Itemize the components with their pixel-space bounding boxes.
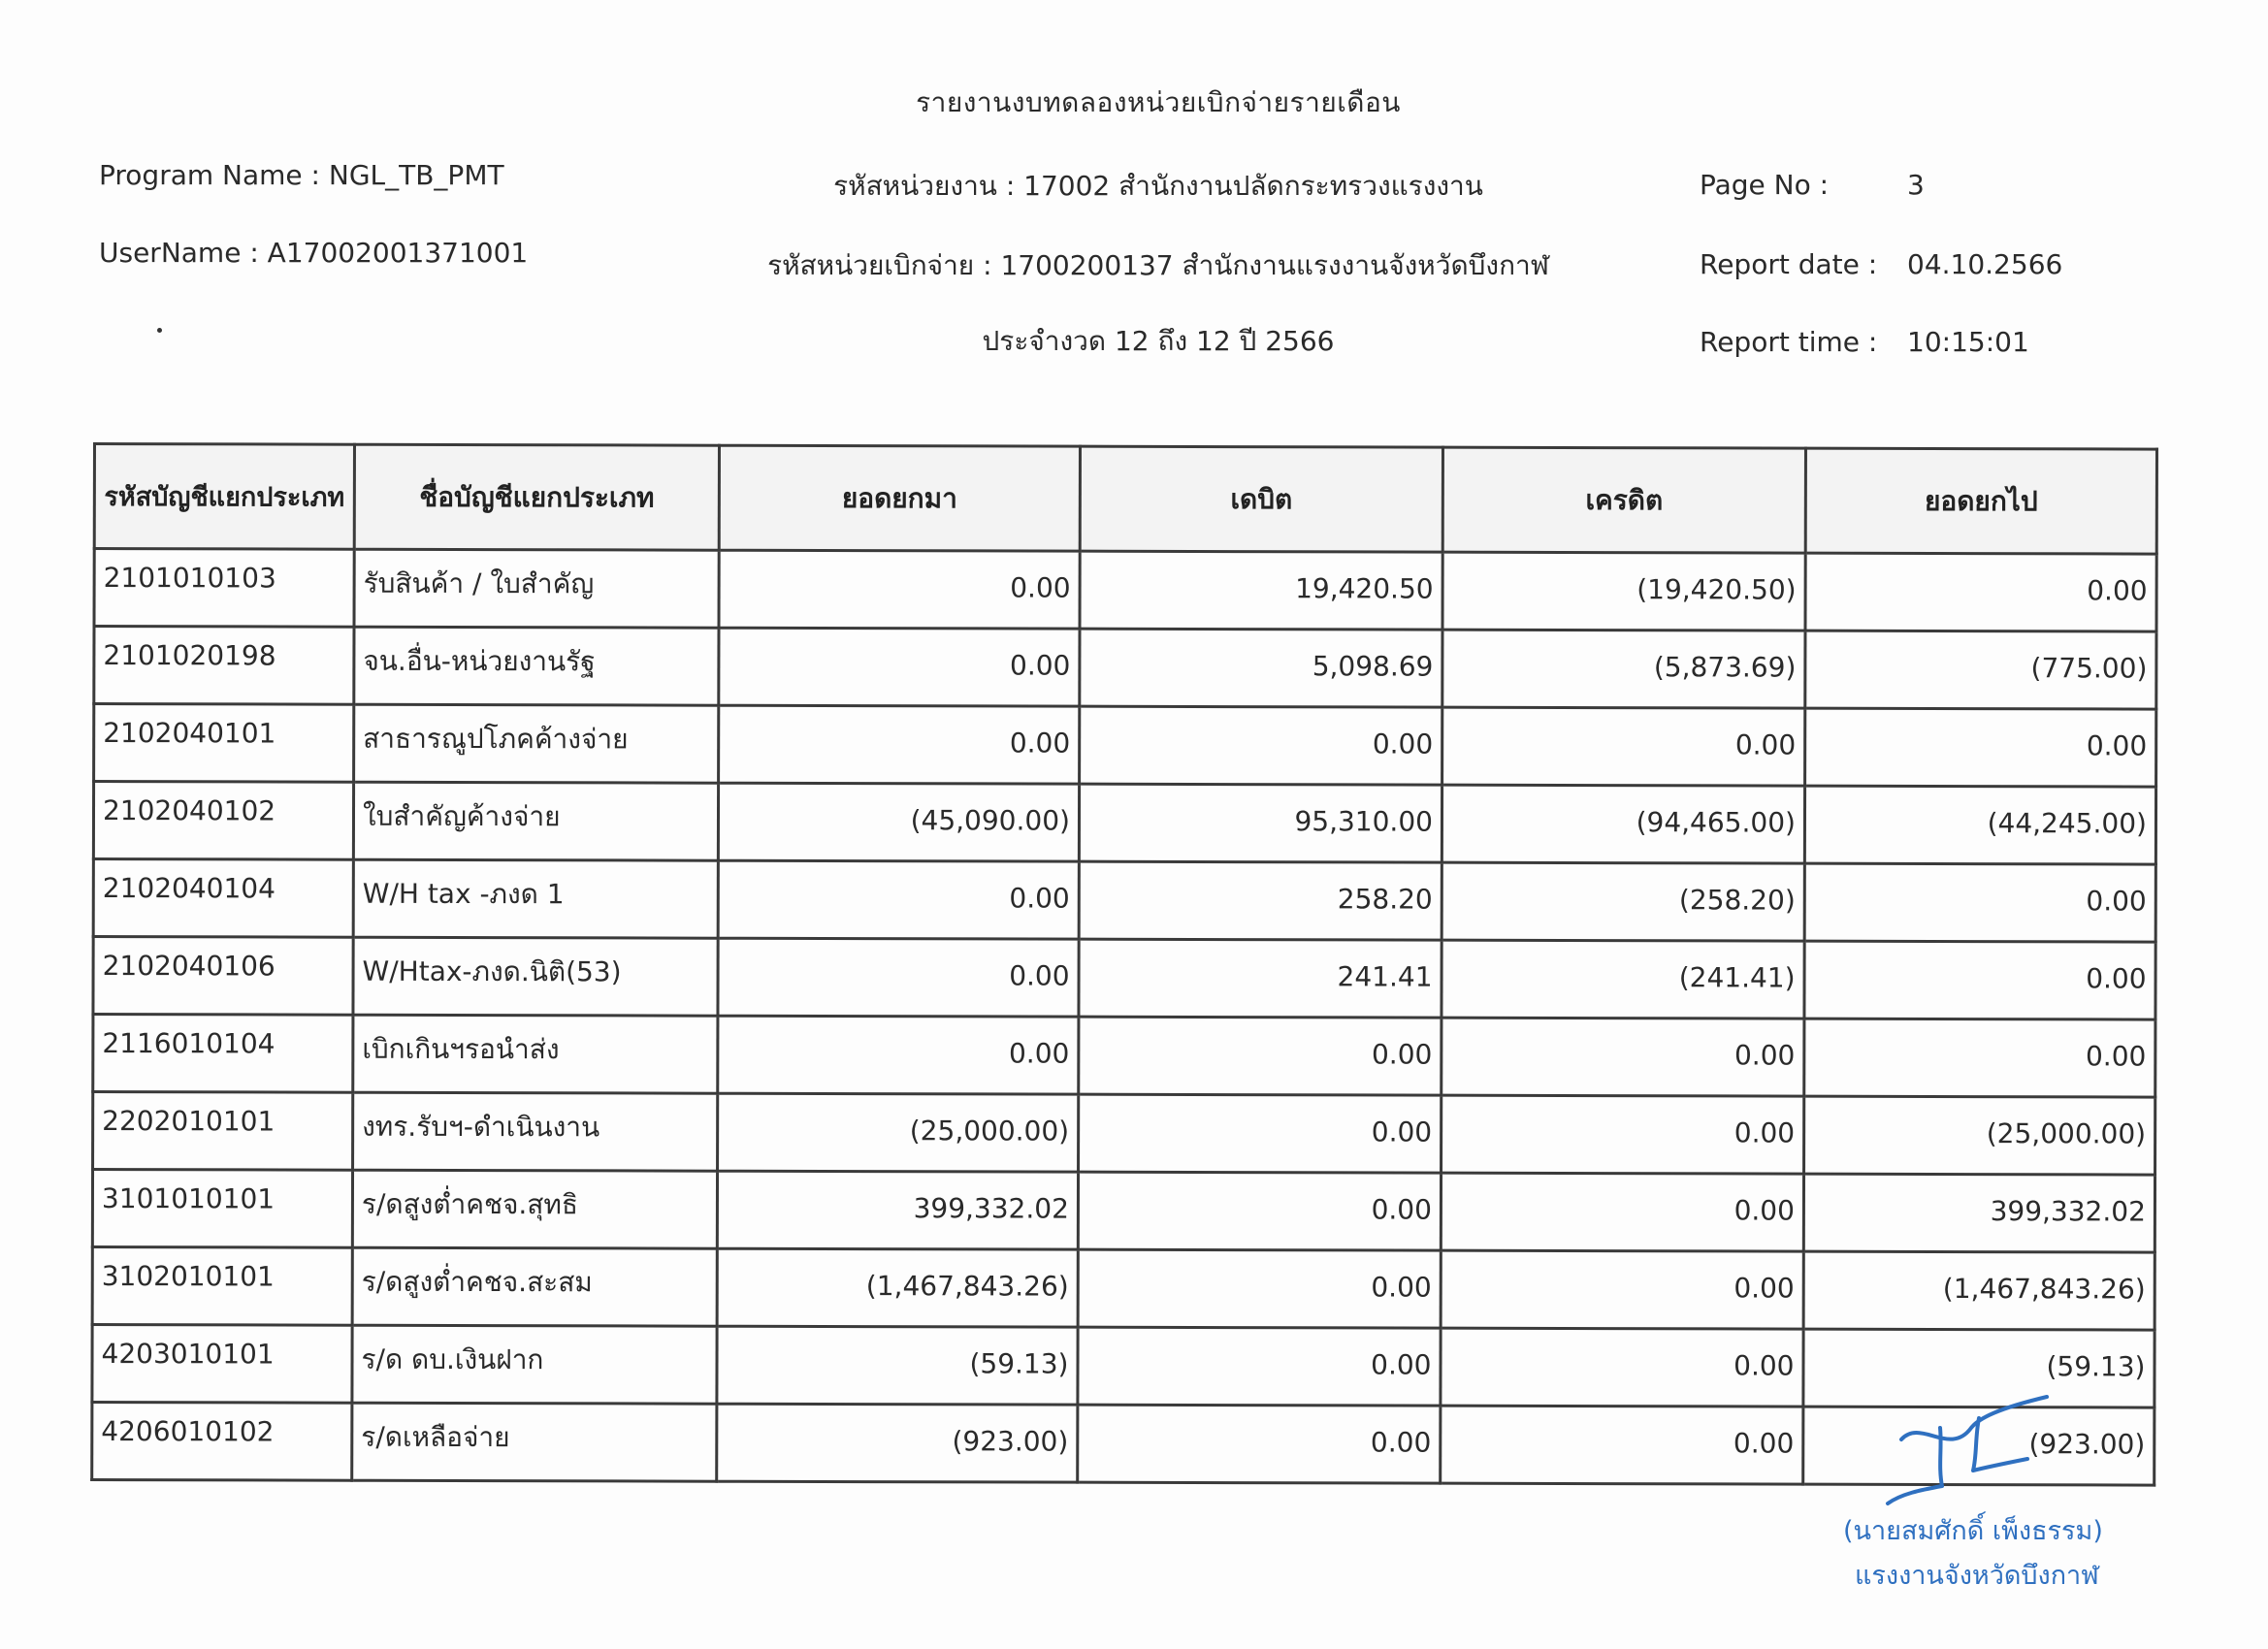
- agency-line: รหัสหน่วยงาน : 17002 สำนักงานปลัดกระทรวงแรงงาน: [833, 170, 1483, 202]
- period-line: ประจำงวด 12 ถึง 12 ปี 2566: [982, 325, 1335, 357]
- scan-speck: [157, 328, 162, 333]
- signatory-name: (นายสมศักดิ์ เพ็งธรรม): [1843, 1516, 2103, 1546]
- account-code-cell: 2116010104: [93, 1015, 353, 1093]
- handwritten-signature: [1882, 1389, 2057, 1505]
- credit-cell: 0.00: [1441, 1406, 1803, 1484]
- table-row: [92, 1170, 2155, 1253]
- account-code-cell: 4203010101: [92, 1325, 352, 1404]
- credit-cell: 0.00: [1441, 1250, 1803, 1329]
- brought-forward-cell: (1,467,843.26): [717, 1248, 1078, 1327]
- account-name-cell: งทร.รับฯ-ดำเนินงาน: [353, 1092, 718, 1171]
- brought-forward-cell: (59.13): [717, 1326, 1078, 1405]
- debit-cell: 0.00: [1078, 1405, 1441, 1483]
- credit-cell: (258.20): [1442, 862, 1804, 941]
- carried-forward-cell: (775.00): [1805, 630, 2156, 709]
- table-row: [93, 937, 2155, 1020]
- table-row: [93, 1092, 2155, 1176]
- account-code-cell: 2102040104: [93, 859, 353, 938]
- carried-forward-cell: 0.00: [1805, 553, 2156, 631]
- brought-forward-cell: (923.00): [717, 1404, 1078, 1482]
- table-row: [93, 1015, 2155, 1098]
- debit-cell: 5,098.69: [1080, 629, 1442, 707]
- brought-forward-cell: 0.00: [718, 938, 1079, 1017]
- brought-forward-cell: 0.00: [719, 628, 1080, 706]
- account-code-cell: 3102010101: [92, 1247, 352, 1326]
- brought-forward-cell: 0.00: [718, 1016, 1079, 1094]
- account-name-cell: ร/ดเหลือจ่าย: [352, 1403, 717, 1481]
- page-no-value: 3: [1907, 169, 1925, 201]
- account-name-cell: ร/ดสูงต่ำคชจ.สุทธิ: [352, 1170, 717, 1248]
- account-code-cell: 4206010102: [92, 1403, 352, 1481]
- program-name: Program Name : NGL_TB_PMT: [99, 159, 504, 191]
- header-account-code: รหัสบัญชีแยกประเภท: [94, 444, 354, 550]
- table-row: [93, 859, 2155, 943]
- header-carried-forward: ยอดยกไป: [1805, 448, 2156, 554]
- account-name-cell: จน.อื่น-หน่วยงานรัฐ: [354, 627, 719, 705]
- brought-forward-cell: 0.00: [719, 705, 1080, 784]
- report-title: รายงานงบทดลองหน่วยเบิกจ่ายรายเดือน: [916, 86, 1401, 118]
- signatory-office: แรงงานจังหวัดบึงกาฬ: [1855, 1561, 2099, 1591]
- carried-forward-cell: 0.00: [1805, 708, 2156, 787]
- credit-cell: (19,420.50): [1442, 552, 1805, 630]
- account-code-cell: 2102040106: [93, 937, 353, 1016]
- header-credit: เครดิต: [1442, 447, 1805, 553]
- debit-cell: 95,310.00: [1079, 784, 1442, 862]
- debit-cell: 0.00: [1078, 1327, 1441, 1406]
- account-name-cell: ร/ดสูงต่ำคชจ.สะสม: [352, 1247, 717, 1326]
- account-name-cell: รับสินค้า / ใบสำคัญ: [354, 549, 719, 628]
- carried-forward-cell: (923.00): [1803, 1406, 2155, 1485]
- brought-forward-cell: (45,090.00): [718, 783, 1079, 861]
- brought-forward-cell: 0.00: [719, 550, 1080, 629]
- carried-forward-cell: 399,332.02: [1803, 1174, 2155, 1252]
- table-row: [92, 1403, 2155, 1486]
- carried-forward-cell: (59.13): [1803, 1329, 2155, 1407]
- report-date-label: Report date :: [1700, 248, 1878, 280]
- account-name-cell: เบิกเกินฯรอนำส่ง: [353, 1015, 718, 1093]
- trial-balance-table: [90, 442, 2158, 1487]
- debit-cell: 0.00: [1079, 1094, 1442, 1173]
- header-debit: เดบิต: [1080, 446, 1442, 552]
- carried-forward-cell: 0.00: [1804, 941, 2155, 1019]
- credit-cell: 0.00: [1441, 1328, 1803, 1406]
- account-code-cell: 2102040102: [93, 782, 353, 860]
- credit-cell: 0.00: [1442, 1018, 1804, 1096]
- debit-cell: 19,420.50: [1080, 551, 1442, 630]
- debit-cell: 0.00: [1080, 706, 1442, 785]
- account-code-cell: 2202010101: [93, 1092, 353, 1171]
- account-code-cell: 2101020198: [94, 627, 354, 705]
- debit-cell: 241.41: [1079, 939, 1442, 1018]
- table-row: [93, 782, 2155, 865]
- brought-forward-cell: 399,332.02: [717, 1171, 1078, 1249]
- account-name-cell: ร/ด ดบ.เงินฝาก: [352, 1325, 717, 1404]
- carried-forward-cell: (44,245.00): [1804, 786, 2155, 864]
- credit-cell: 0.00: [1442, 1095, 1804, 1174]
- report-date-value: 04.10.2566: [1907, 248, 2063, 280]
- report-time-value: 10:15:01: [1907, 326, 2029, 358]
- header-brought-forward: ยอดยกมา: [719, 445, 1080, 551]
- debit-cell: 0.00: [1078, 1172, 1441, 1250]
- debit-cell: 0.00: [1078, 1249, 1441, 1328]
- table-header-row: [94, 444, 2156, 555]
- debit-cell: 258.20: [1079, 861, 1442, 940]
- table-row: [92, 1247, 2155, 1331]
- username: UserName : A17002001371001: [99, 237, 529, 269]
- account-code-cell: 3101010101: [92, 1170, 352, 1248]
- account-name-cell: ใบสำคัญค้างจ่าย: [353, 782, 718, 860]
- brought-forward-cell: (25,000.00): [718, 1093, 1079, 1172]
- credit-cell: (241.41): [1442, 940, 1804, 1018]
- carried-forward-cell: 0.00: [1804, 1018, 2155, 1097]
- account-name-cell: สาธารณูปโภคค้างจ่าย: [354, 704, 719, 783]
- account-code-cell: 2102040101: [94, 704, 354, 783]
- table-row: [94, 704, 2156, 788]
- credit-cell: (94,465.00): [1442, 785, 1804, 863]
- credit-cell: 0.00: [1442, 707, 1805, 786]
- account-name-cell: W/H tax -ภงด 1: [353, 859, 718, 938]
- carried-forward-cell: 0.00: [1804, 863, 2155, 942]
- report-time-label: Report time :: [1700, 326, 1878, 358]
- brought-forward-cell: 0.00: [718, 860, 1079, 939]
- table-row: [94, 549, 2156, 632]
- credit-cell: 0.00: [1441, 1173, 1803, 1251]
- debit-cell: 0.00: [1079, 1017, 1442, 1095]
- carried-forward-cell: (1,467,843.26): [1803, 1251, 2155, 1330]
- header-account-name: ชื่อบัญชีแยกประเภท: [354, 444, 719, 550]
- page-no-label: Page No :: [1700, 169, 1830, 201]
- account-name-cell: W/Htax-ภงด.นิติ(53): [353, 937, 718, 1016]
- disbursing-unit-line: รหัสหน่วยเบิกจ่าย : 1700200137 สำนักงานแรงงานจังหวัดบึงกาฬ: [767, 249, 1549, 281]
- table-row: [94, 627, 2156, 710]
- table-row: [92, 1325, 2155, 1408]
- credit-cell: (5,873.69): [1442, 630, 1805, 708]
- account-code-cell: 2101010103: [94, 549, 354, 628]
- carried-forward-cell: (25,000.00): [1804, 1096, 2155, 1175]
